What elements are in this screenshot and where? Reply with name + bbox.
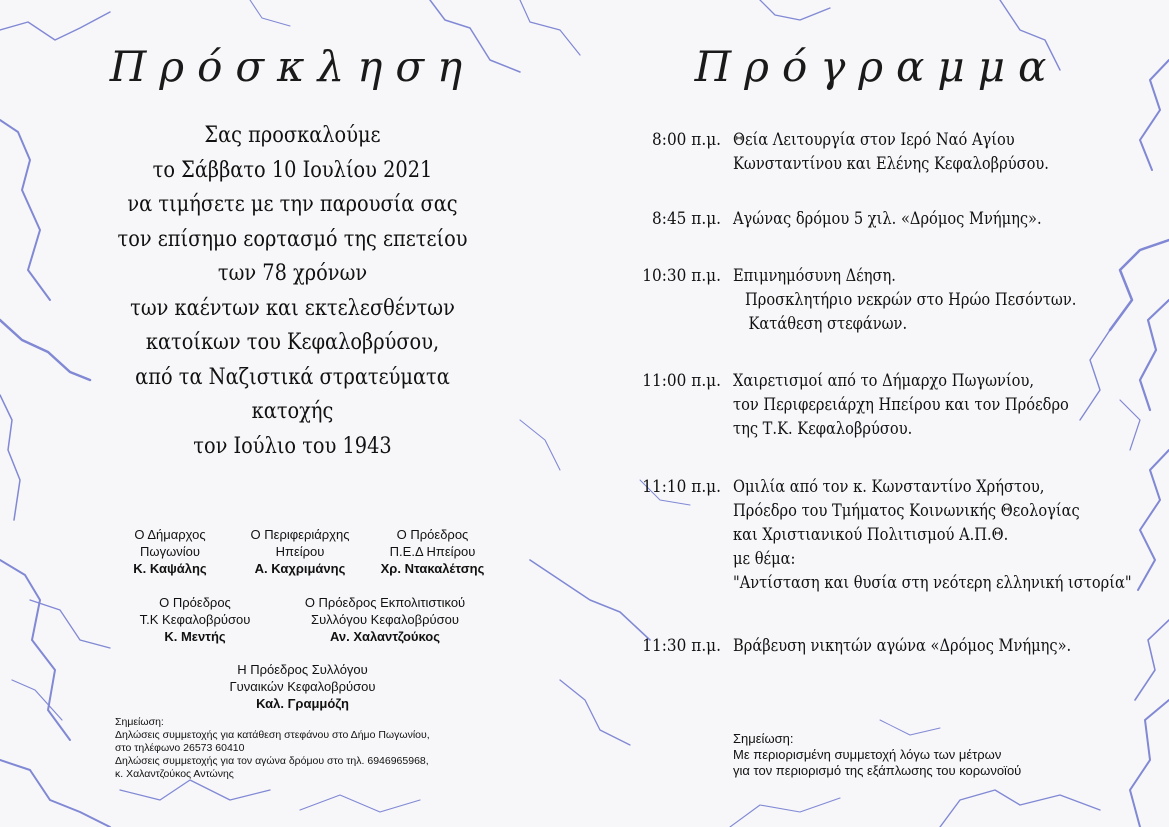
event-time: 8:00 π.μ. xyxy=(652,130,721,150)
invitation-line: των 78 χρόνων xyxy=(217,260,368,286)
invitation-text xyxy=(41,118,544,463)
invitation-line: τον επίσημο εορτασμό της επετείου xyxy=(117,225,468,252)
note-line: κ. Χαλαντζούκος Αντώνης xyxy=(115,768,234,780)
signatory-title: Συλλόγου Κεφαλοβρύσου xyxy=(311,612,459,627)
left-note xyxy=(115,716,430,781)
signatory-name: Κ. Καψάλης xyxy=(133,561,207,576)
signatory-title: Πωγωνίου xyxy=(140,544,200,559)
event-line: Επιμνημόσυνη Δέηση. xyxy=(733,266,896,286)
event-description xyxy=(733,128,1049,176)
event-line: και Χριστιανικού Πολιτισμού Α.Π.Θ. xyxy=(733,525,1009,545)
note-label: Σημείωση: xyxy=(115,716,164,728)
programme-title: Πρόγραμμα xyxy=(694,42,1060,91)
event-line: Αγώνας δρόμου 5 χιλ. «Δρόμος Μνήμης». xyxy=(733,209,1042,229)
note-line: Δηλώσεις συμμετοχής για τον αγώνα δρόμου στο τηλ. 6946965968, xyxy=(115,755,429,767)
signatory-regional-governor xyxy=(235,526,365,577)
note-line: Με περιορισμένη συμμετοχή λόγω των μέτρων xyxy=(733,747,1002,762)
event-line: Πρόεδρο του Τμήματος Κοινωνικής Θεολογίας xyxy=(733,501,1080,521)
right-note xyxy=(733,731,1021,779)
programme-panel xyxy=(585,0,1169,827)
signatory-community-president xyxy=(130,594,260,645)
signatory-womens-association xyxy=(215,661,390,712)
event-line: Ομιλία από τον κ. Κωνσταντίνο Χρήστου, xyxy=(733,477,1045,497)
signatory-title: Π.Ε.Δ Ηπείρου xyxy=(389,544,476,559)
signatory-title: Ο Πρόεδρος xyxy=(159,595,231,610)
event-line: Βράβευση νικητών αγώνα «Δρόμος Μνήμης». xyxy=(733,636,1072,656)
event-description xyxy=(733,207,1042,231)
event-line: Κατάθεση στεφάνων. xyxy=(748,314,908,334)
event-line: τον Περιφερειάρχη Ηπείρου και τον Πρόεδρο xyxy=(733,395,1069,415)
signatory-title: Ο Πρόεδρος xyxy=(396,527,469,542)
signatory-name: Κ. Μεντής xyxy=(164,629,226,644)
signatory-name: Α. Καχριμάνης xyxy=(254,561,346,576)
event-description xyxy=(733,369,1069,441)
invitation-line: το Σάββατο 10 Ιουλίου 2021 xyxy=(152,156,433,183)
note-line: στο τηλέφωνο 26573 60410 xyxy=(115,742,245,754)
signatory-mayor xyxy=(110,526,230,577)
event-line: Προσκλητήριο νεκρών στο Ηρώο Πεσόντων. xyxy=(745,290,1077,310)
invitation-line: Σας προσκαλούμε xyxy=(204,122,381,148)
invitation-line: να τιμήσετε με την παρουσία σας xyxy=(127,191,458,217)
signatory-title: Ο Δήμαρχος xyxy=(134,527,206,542)
signatory-title: Γυναικών Κεφαλοβρύσου xyxy=(229,679,376,694)
event-time: 10:30 π.μ. xyxy=(642,266,721,286)
invitation-line: τον Ιούλιο του 1943 xyxy=(193,432,392,459)
event-line: "Αντίσταση και θυσία στη νεότερη ελληνική ιστορία" xyxy=(733,573,1132,593)
note-label: Σημείωση: xyxy=(733,731,794,746)
invitation-line: των καέντων και εκτελεσθέντων xyxy=(130,294,455,321)
event-time: 8:45 π.μ. xyxy=(652,209,721,229)
signatory-name: Αν. Χαλαντζούκος xyxy=(329,629,441,644)
invitation-line: από τα Ναζιστικά στρατεύματα xyxy=(135,363,450,390)
invitation-line: κατοίκων του Κεφαλοβρύσου, xyxy=(145,329,440,355)
signatory-cultural-association xyxy=(290,594,480,645)
signatory-title: Ηπείρου xyxy=(275,544,325,559)
event-description xyxy=(733,475,1132,595)
event-line: της Τ.Κ. Κεφαλοβρύσου. xyxy=(733,419,913,439)
note-line: για τον περιορισμό της εξάπλωσης του κορωνοϊού xyxy=(733,763,1022,778)
invitation-line: κατοχής xyxy=(251,398,334,424)
event-time: 11:10 π.μ. xyxy=(642,477,721,497)
signatory-title: Ο Πρόεδρος Εκπολιτιστικού xyxy=(304,595,466,610)
signatory-name: Καλ. Γραμμόζη xyxy=(256,696,349,711)
event-description xyxy=(733,264,1076,336)
signatory-title: Ο Περιφεριάρχης xyxy=(250,527,350,542)
event-line: Θεία Λειτουργία στον Ιερό Ναό Αγίου xyxy=(733,130,1015,150)
signatory-title: Τ.Κ Κεφαλοβρύσου xyxy=(139,612,251,627)
signatory-ped-president xyxy=(370,526,495,577)
event-line: με θέμα: xyxy=(733,549,796,569)
event-line: Κωνσταντίνου και Ελένης Κεφαλοβρύσου. xyxy=(733,154,1049,174)
invitation-title: Πρόσκληση xyxy=(109,42,476,91)
note-line: Δηλώσεις συμμετοχής για κατάθεση στεφάνου στο Δήμο Πωγωνίου, xyxy=(115,729,430,741)
signatory-title: Η Πρόεδρος Συλλόγου xyxy=(237,662,368,677)
signatory-name: Χρ. Ντακαλέτσης xyxy=(380,561,485,576)
event-time: 11:30 π.μ. xyxy=(642,636,721,656)
event-line: Χαιρετισμοί από το Δήμαρχο Πωγωνίου, xyxy=(733,371,1035,391)
event-description xyxy=(733,634,1071,658)
event-time: 11:00 π.μ. xyxy=(642,371,721,391)
